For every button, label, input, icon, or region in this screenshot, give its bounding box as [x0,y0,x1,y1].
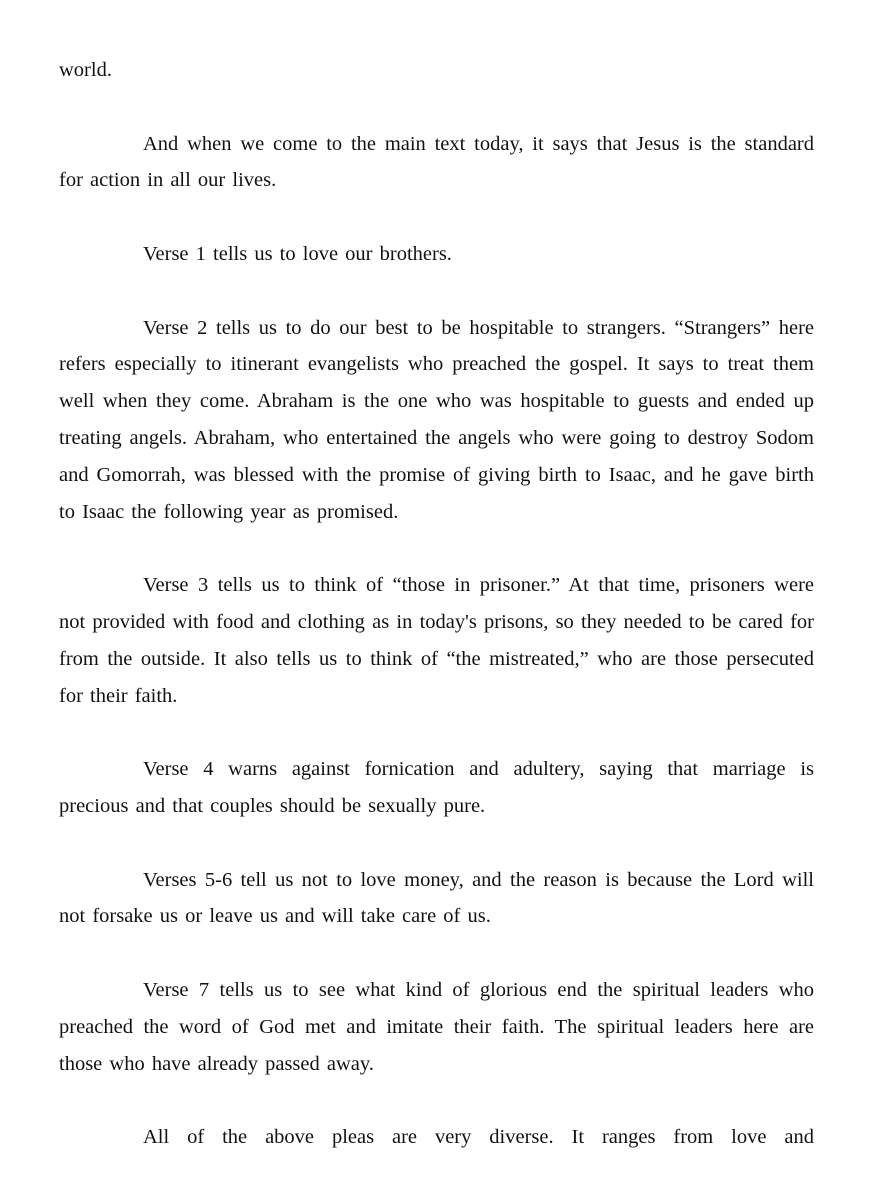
paragraph-gap [59,935,814,972]
paragraph-gap [59,714,814,751]
paragraph-gap [59,89,814,126]
paragraph-gap [59,1082,814,1119]
paragraph-continuation: world. [59,59,112,81]
paragraph-gap [59,825,814,862]
paragraph-gap [59,273,814,310]
paragraph-verse-7: Verse 7 tells us to see what kind of glorious end the spiritual leaders who preached the word of God met and imitate their faith. The spiritual leaders here are those who have already passed away. [59,978,814,1075]
paragraph-pleas-truncated: All of the above pleas are very diverse. It ranges from love and [143,1126,814,1149]
paragraph-verse-3: Verse 3 tells us to think of “those in prisoner.” At that time, prisoners were not provided with food and clothing as in today's prisons, so they needed to be cared for from the outside. It also tells us to think of “the mistreated,” who are those persecuted for their faith. [59,574,814,707]
paragraph-main-text: And when we come to the main text today, it says that Jesus is the standard for action in all our lives. [59,132,814,192]
paragraph-verse-1: Verse 1 tells us to love our brothers. [143,242,452,265]
paragraph-gap [59,199,814,236]
paragraph-gap [59,530,814,567]
document-page [59,0,814,1156]
paragraph-verse-2: Verse 2 tells us to do our best to be hospitable to strangers. “Strangers” here refers especially to itinerant evangelists who preached the gospel. It says to treat them well when they come. Abraham is the one who was hospitable to guests and ended up treating angels. Abraham, who entertained the angels who were going to destroy Sodom and Gomorrah, was blessed with the promise of giving birth to Isaac, and he gave birth to Isaac the following year as promised. [59,316,814,523]
paragraph-verses-5-6: Verses 5-6 tell us not to love money, and the reason is because the Lord will not forsake us or leave us and will take care of us. [59,868,814,928]
paragraph-verse-4: Verse 4 warns against fornication and adultery, saying that marriage is precious and that couples should be sexually pure. [59,758,814,817]
